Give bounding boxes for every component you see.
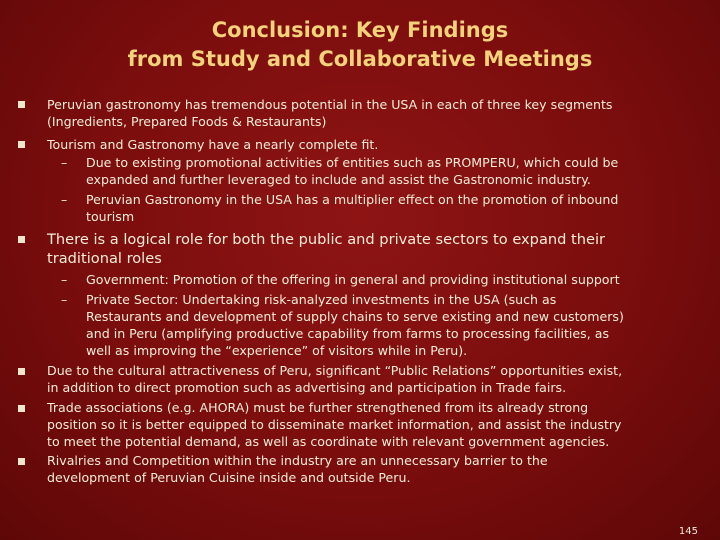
bullet-3-sub-2-line-2: Restaurants and development of supply chains to serve existing and new customers) xyxy=(86,309,624,324)
dash-icon: – xyxy=(61,155,68,170)
bullet-3-sub-2-line-3: and in Peru (amplifying productive capability from farms to processing facilities, as xyxy=(86,326,610,341)
title-line-1: Conclusion: Key Findings xyxy=(211,18,509,42)
bullet-2-sub-2-line-1: Peruvian Gastronomy in the USA has a multiplier effect on the promotion of inbound xyxy=(86,192,619,207)
bullet-4-line-2: in addition to direct promotion such as advertising and participation in Trade fairs. xyxy=(47,380,567,395)
dash-icon: – xyxy=(61,192,68,207)
bullet-3-line-2: traditional roles xyxy=(47,250,162,267)
bullet-square-icon xyxy=(18,101,25,108)
title-line-2: from Study and Collaborative Meetings xyxy=(127,47,593,71)
bullet-5-line-1: Trade associations (e.g. AHORA) must be further strengthened from its already strong xyxy=(47,400,589,415)
bullet-1-line-2: (Ingredients, Prepared Foods & Restaurants) xyxy=(47,114,327,129)
bullet-square-icon xyxy=(18,458,25,465)
bullet-square-icon xyxy=(18,368,25,375)
bullet-2-sub-1-line-1: Due to existing promotional activities of entities such as PROMPERU, which could be xyxy=(86,155,619,170)
bullet-square-icon xyxy=(18,141,25,148)
bullet-5-line-2: position so it is better equipped to disseminate market information, and assist the industry xyxy=(47,417,622,432)
bullet-2-line-1: Tourism and Gastronomy have a nearly complete fit. xyxy=(47,137,379,152)
dash-icon: – xyxy=(61,292,68,307)
bullet-3-sub-2-line-4: well as improving the “experience” of visitors while in Peru). xyxy=(86,343,468,358)
bullet-1-line-1: Peruvian gastronomy has tremendous potential in the USA in each of three key segments xyxy=(47,97,613,112)
bullet-3-sub-1-line-1: Government: Promotion of the offering in general and providing institutional support xyxy=(86,272,620,287)
bullet-6-line-2: development of Peruvian Cuisine inside and outside Peru. xyxy=(47,470,411,485)
bullet-4-line-1: Due to the cultural attractiveness of Peru, significant “Public Relations” opportunities exist, xyxy=(47,363,623,378)
bullet-6-line-1: Rivalries and Competition within the industry are an unnecessary barrier to the xyxy=(47,453,548,468)
bullet-5-line-3: to meet the potential demand, as well as coordinate with relevant government agencies. xyxy=(47,434,610,449)
bullet-2-sub-2-line-2: tourism xyxy=(86,209,135,224)
dash-icon: – xyxy=(61,272,68,287)
bullet-2-sub-1-line-2: expanded and further leveraged to include and assist the Gastronomic industry. xyxy=(86,172,591,187)
bullet-square-icon xyxy=(18,405,25,412)
bullet-3-line-1: There is a logical role for both the public and private sectors to expand their xyxy=(47,231,606,248)
bullet-3-sub-2-line-1: Private Sector: Undertaking risk-analyzed investments in the USA (such as xyxy=(86,292,557,307)
bullet-square-icon xyxy=(18,236,25,243)
page-number: 145 xyxy=(678,526,698,537)
